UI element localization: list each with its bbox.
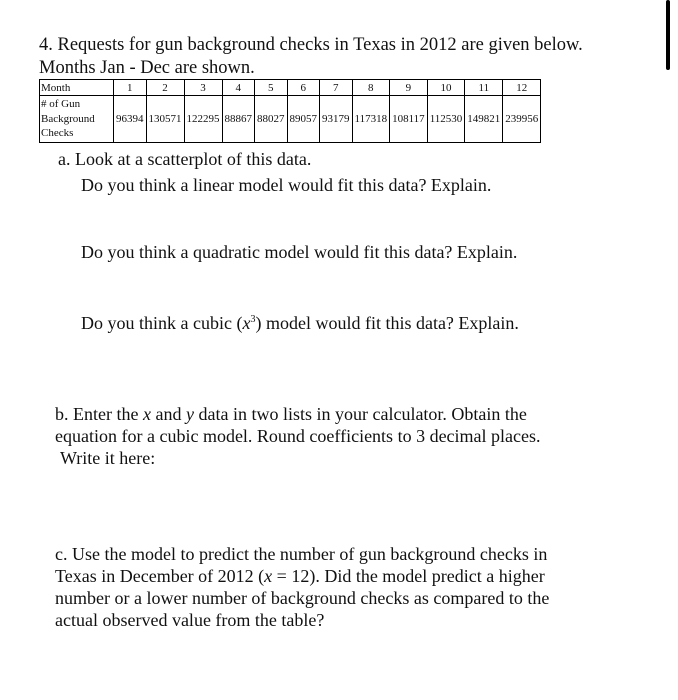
- checks-cell: 88867: [222, 96, 255, 143]
- part-b: [55, 403, 541, 469]
- part-a-cubic-post: ) model would fit this data? Explain.: [255, 313, 519, 333]
- month-cell: 6: [287, 80, 320, 96]
- part-a-linear: Do you think a linear model would fit this data? Explain.: [81, 175, 492, 195]
- month-cell: 2: [146, 80, 184, 96]
- part-b-line-1: [55, 403, 541, 425]
- part-c-x-var: x: [264, 566, 273, 586]
- table-row-months: [40, 80, 541, 96]
- part-b-y-var: y: [185, 404, 194, 424]
- part-a-quadratic: Do you think a quadratic model would fit this data? Explain.: [81, 242, 518, 262]
- checks-header-line: Background: [41, 112, 95, 125]
- checks-cell: 93179: [320, 96, 353, 143]
- part-c-text: Texas in December of 2012 (: [55, 566, 265, 586]
- checks-cell: 239956: [503, 96, 541, 143]
- part-c-line-1: c. Use the model to predict the number of gun background checks in: [55, 544, 548, 564]
- month-cell: 3: [184, 80, 222, 96]
- table-row-checks: [40, 96, 541, 143]
- checks-header: [40, 96, 114, 143]
- checks-cell: 130571: [146, 96, 184, 143]
- month-cell: 1: [114, 80, 147, 96]
- question-text: [39, 34, 583, 80]
- month-cell: 10: [427, 80, 465, 96]
- question-line-1: 4. Requests for gun background checks in Texas in 2012 are given below.: [39, 35, 583, 55]
- part-b-text: and: [150, 404, 186, 424]
- month-cell: 4: [222, 80, 255, 96]
- part-b-line-3: Write it here:: [60, 448, 156, 468]
- part-a-cubic-pre: Do you think a cubic (: [81, 313, 243, 333]
- data-table: [39, 79, 541, 143]
- checks-cell: 88027: [255, 96, 288, 143]
- part-b-line-2: equation for a cubic model. Round coefficients to 3 decimal places.: [55, 426, 541, 446]
- question-line-2: Months Jan - Dec are shown.: [39, 58, 255, 78]
- checks-cell: 149821: [465, 96, 503, 143]
- checks-cell: 96394: [114, 96, 147, 143]
- month-header: Month: [40, 80, 114, 96]
- part-a-cubic-exp: 3: [250, 314, 256, 325]
- part-b-x-var: x: [142, 404, 151, 424]
- month-cell: 12: [503, 80, 541, 96]
- checks-header-line: # of Gun: [41, 98, 81, 111]
- month-cell: 9: [390, 80, 428, 96]
- part-c: [55, 543, 549, 631]
- month-cell: 8: [352, 80, 390, 96]
- checks-header-line: Checks: [41, 127, 74, 140]
- part-a-intro: a. Look at a scatterplot of this data.: [58, 149, 312, 169]
- checks-cell: 117318: [352, 96, 390, 143]
- part-c-line-4: actual observed value from the table?: [55, 610, 325, 630]
- part-b-text: b. Enter the: [55, 404, 143, 424]
- part-c-line-3: number or a lower number of background checks as compared to the: [55, 588, 550, 608]
- checks-cell: 122295: [184, 96, 222, 143]
- month-cell: 7: [320, 80, 353, 96]
- part-b-text: data in two lists in your calculator. Obtain the: [193, 404, 527, 424]
- month-cell: 5: [255, 80, 288, 96]
- checks-cell: 108117: [390, 96, 428, 143]
- part-c-line-2: [55, 565, 549, 587]
- checks-cell: 89057: [287, 96, 320, 143]
- part-c-text: = 12). Did the model predict a higher: [272, 566, 545, 586]
- scrollbar[interactable]: [666, 0, 670, 70]
- part-a-cubic: [81, 312, 519, 334]
- part-a-cubic-var: x: [242, 313, 251, 333]
- month-cell: 11: [465, 80, 503, 96]
- checks-cell: 112530: [427, 96, 465, 143]
